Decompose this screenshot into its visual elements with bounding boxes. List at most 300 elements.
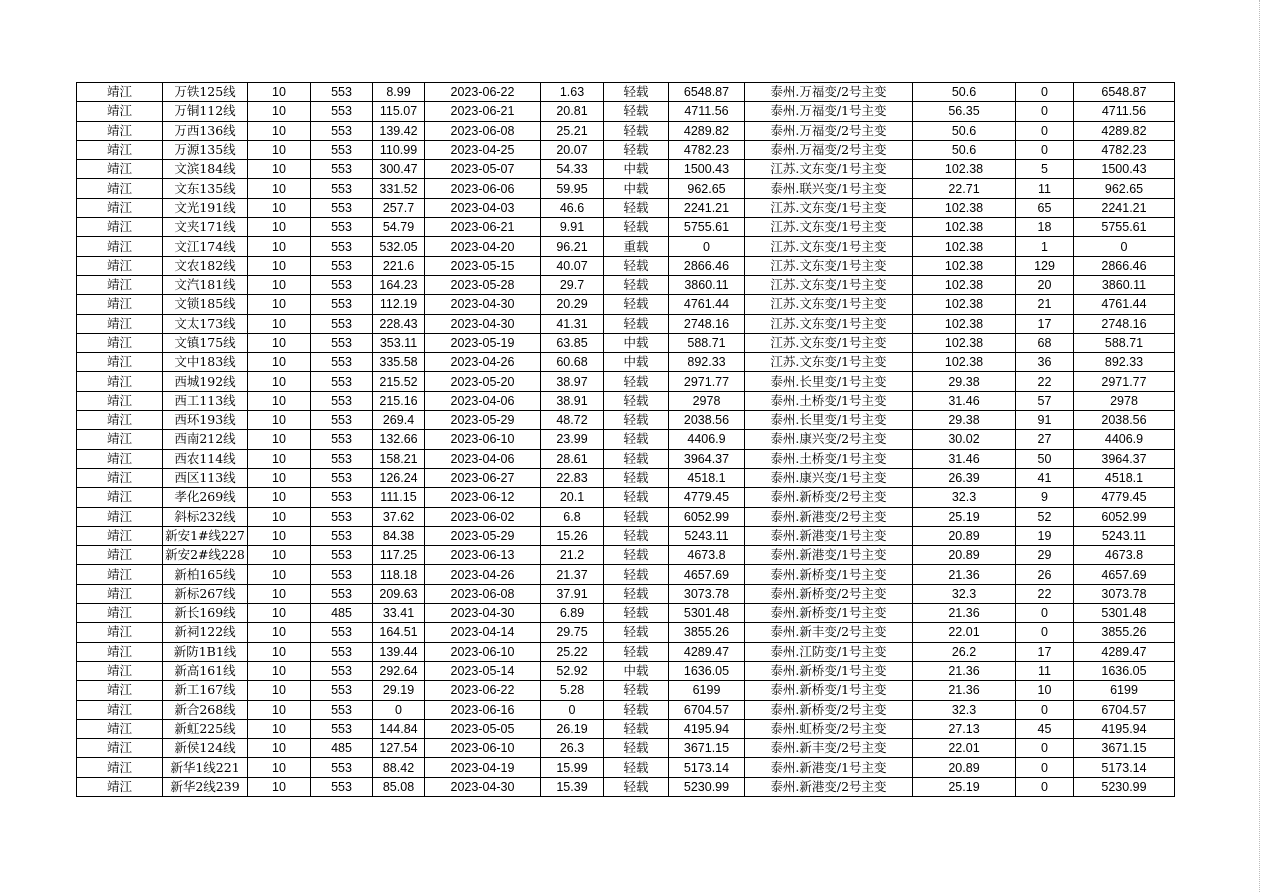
cell-rated-current: 553	[311, 333, 373, 352]
cell-load-status: 轻载	[604, 391, 669, 410]
cell-available-capacity: 3671.15	[669, 739, 745, 758]
cell-transformer-load: 56.35	[913, 102, 1016, 121]
cell-user-count: 36	[1016, 353, 1074, 372]
cell-user-count: 0	[1016, 758, 1074, 777]
cell-voltage-kv: 10	[248, 488, 311, 507]
cell-rated-current: 553	[311, 546, 373, 565]
cell-line-name: 新侯124线	[163, 739, 248, 758]
cell-remaining-capacity: 4673.8	[1074, 546, 1175, 565]
cell-substation-transformer: 泰州.新桥变/2号主变	[745, 488, 913, 507]
cell-remaining-capacity: 4289.82	[1074, 121, 1175, 140]
cell-available-capacity: 1500.43	[669, 160, 745, 179]
cell-transformer-load: 20.89	[913, 546, 1016, 565]
cell-line-name: 文江174线	[163, 237, 248, 256]
cell-region: 靖江	[77, 295, 163, 314]
cell-rated-current: 553	[311, 681, 373, 700]
cell-voltage-kv: 10	[248, 546, 311, 565]
cell-load-status: 轻载	[604, 102, 669, 121]
cell-rated-current: 553	[311, 237, 373, 256]
cell-load-status: 轻载	[604, 681, 669, 700]
cell-rated-current: 553	[311, 256, 373, 275]
cell-load-status: 轻载	[604, 411, 669, 430]
cell-user-count: 9	[1016, 488, 1074, 507]
cell-load-rate: 22.83	[541, 468, 604, 487]
cell-line-name: 西工113线	[163, 391, 248, 410]
cell-user-count: 68	[1016, 333, 1074, 352]
cell-available-capacity: 4518.1	[669, 468, 745, 487]
cell-transformer-load: 27.13	[913, 719, 1016, 738]
cell-voltage-kv: 10	[248, 661, 311, 680]
table-row	[77, 449, 1175, 468]
cell-user-count: 29	[1016, 546, 1074, 565]
cell-rated-current: 553	[311, 295, 373, 314]
cell-date: 2023-05-05	[425, 719, 541, 738]
cell-transformer-load: 102.38	[913, 314, 1016, 333]
cell-region: 靖江	[77, 468, 163, 487]
cell-max-current: 335.58	[373, 353, 425, 372]
cell-rated-current: 553	[311, 565, 373, 584]
cell-voltage-kv: 10	[248, 411, 311, 430]
cell-voltage-kv: 10	[248, 140, 311, 159]
cell-available-capacity: 2241.21	[669, 198, 745, 217]
cell-date: 2023-06-21	[425, 218, 541, 237]
cell-transformer-load: 21.36	[913, 661, 1016, 680]
table-row	[77, 546, 1175, 565]
cell-voltage-kv: 10	[248, 256, 311, 275]
cell-remaining-capacity: 4782.23	[1074, 140, 1175, 159]
cell-substation-transformer: 泰州.新桥变/1号主变	[745, 604, 913, 623]
cell-transformer-load: 26.39	[913, 468, 1016, 487]
cell-region: 靖江	[77, 526, 163, 545]
cell-rated-current: 553	[311, 102, 373, 121]
cell-voltage-kv: 10	[248, 642, 311, 661]
cell-voltage-kv: 10	[248, 507, 311, 526]
cell-voltage-kv: 10	[248, 295, 311, 314]
cell-load-status: 中载	[604, 333, 669, 352]
cell-rated-current: 553	[311, 719, 373, 738]
cell-transformer-load: 29.38	[913, 411, 1016, 430]
cell-load-rate: 29.7	[541, 275, 604, 294]
cell-region: 靖江	[77, 488, 163, 507]
cell-available-capacity: 4711.56	[669, 102, 745, 121]
cell-substation-transformer: 泰州.新桥变/1号主变	[745, 661, 913, 680]
cell-date: 2023-04-30	[425, 314, 541, 333]
cell-load-status: 轻载	[604, 83, 669, 102]
cell-load-rate: 21.37	[541, 565, 604, 584]
cell-substation-transformer: 泰州.新港变/2号主变	[745, 777, 913, 796]
cell-load-rate: 0	[541, 700, 604, 719]
cell-user-count: 45	[1016, 719, 1074, 738]
cell-date: 2023-06-08	[425, 584, 541, 603]
cell-line-name: 新标267线	[163, 584, 248, 603]
cell-load-status: 轻载	[604, 604, 669, 623]
cell-line-name: 西环193线	[163, 411, 248, 430]
cell-load-rate: 25.22	[541, 642, 604, 661]
cell-substation-transformer: 泰州.江防变/1号主变	[745, 642, 913, 661]
cell-user-count: 19	[1016, 526, 1074, 545]
cell-substation-transformer: 江苏.文东变/1号主变	[745, 333, 913, 352]
table-row	[77, 372, 1175, 391]
cell-available-capacity: 588.71	[669, 333, 745, 352]
cell-available-capacity: 4195.94	[669, 719, 745, 738]
cell-voltage-kv: 10	[248, 314, 311, 333]
cell-voltage-kv: 10	[248, 102, 311, 121]
cell-load-status: 轻载	[604, 488, 669, 507]
cell-rated-current: 553	[311, 526, 373, 545]
cell-rated-current: 553	[311, 777, 373, 796]
cell-load-status: 轻载	[604, 565, 669, 584]
cell-load-rate: 15.39	[541, 777, 604, 796]
cell-max-current: 33.41	[373, 604, 425, 623]
table-row	[77, 507, 1175, 526]
cell-line-name: 新虹225线	[163, 719, 248, 738]
cell-transformer-load: 22.71	[913, 179, 1016, 198]
cell-load-rate: 1.63	[541, 83, 604, 102]
cell-substation-transformer: 泰州.土桥变/1号主变	[745, 449, 913, 468]
cell-remaining-capacity: 5755.61	[1074, 218, 1175, 237]
cell-load-status: 轻载	[604, 121, 669, 140]
cell-transformer-load: 32.3	[913, 700, 1016, 719]
cell-load-rate: 26.3	[541, 739, 604, 758]
cell-load-rate: 38.91	[541, 391, 604, 410]
cell-max-current: 29.19	[373, 681, 425, 700]
table-row	[77, 237, 1175, 256]
cell-substation-transformer: 江苏.文东变/1号主变	[745, 160, 913, 179]
cell-substation-transformer: 泰州.康兴变/2号主变	[745, 430, 913, 449]
cell-load-status: 中载	[604, 353, 669, 372]
cell-date: 2023-05-28	[425, 275, 541, 294]
cell-load-status: 轻载	[604, 758, 669, 777]
cell-date: 2023-06-10	[425, 430, 541, 449]
cell-load-status: 轻载	[604, 275, 669, 294]
table-row	[77, 314, 1175, 333]
cell-voltage-kv: 10	[248, 739, 311, 758]
cell-date: 2023-05-20	[425, 372, 541, 391]
cell-available-capacity: 3964.37	[669, 449, 745, 468]
cell-region: 靖江	[77, 546, 163, 565]
cell-line-name: 新华2线239	[163, 777, 248, 796]
cell-remaining-capacity: 6548.87	[1074, 83, 1175, 102]
cell-region: 靖江	[77, 777, 163, 796]
cell-remaining-capacity: 4657.69	[1074, 565, 1175, 584]
cell-date: 2023-04-03	[425, 198, 541, 217]
cell-max-current: 126.24	[373, 468, 425, 487]
cell-line-name: 西城192线	[163, 372, 248, 391]
cell-load-rate: 6.89	[541, 604, 604, 623]
cell-line-name: 西区113线	[163, 468, 248, 487]
cell-line-name: 万西136线	[163, 121, 248, 140]
cell-line-name: 文农182线	[163, 256, 248, 275]
cell-load-status: 轻载	[604, 507, 669, 526]
cell-region: 靖江	[77, 391, 163, 410]
cell-max-current: 110.99	[373, 140, 425, 159]
cell-substation-transformer: 江苏.文东变/1号主变	[745, 353, 913, 372]
cell-voltage-kv: 10	[248, 449, 311, 468]
cell-line-name: 孝化269线	[163, 488, 248, 507]
cell-region: 靖江	[77, 121, 163, 140]
cell-rated-current: 553	[311, 430, 373, 449]
cell-transformer-load: 102.38	[913, 333, 1016, 352]
cell-substation-transformer: 泰州.万福变/2号主变	[745, 140, 913, 159]
cell-user-count: 0	[1016, 739, 1074, 758]
cell-remaining-capacity: 0	[1074, 237, 1175, 256]
cell-rated-current: 553	[311, 275, 373, 294]
cell-available-capacity: 5230.99	[669, 777, 745, 796]
cell-substation-transformer: 泰州.新桥变/1号主变	[745, 565, 913, 584]
cell-remaining-capacity: 4289.47	[1074, 642, 1175, 661]
cell-line-name: 文滨184线	[163, 160, 248, 179]
cell-line-name: 新防1B1线	[163, 642, 248, 661]
cell-region: 靖江	[77, 372, 163, 391]
cell-voltage-kv: 10	[248, 430, 311, 449]
cell-load-status: 中载	[604, 179, 669, 198]
cell-max-current: 0	[373, 700, 425, 719]
cell-substation-transformer: 泰州.新港变/1号主变	[745, 526, 913, 545]
cell-load-status: 轻载	[604, 372, 669, 391]
cell-line-name: 万源135线	[163, 140, 248, 159]
cell-date: 2023-06-10	[425, 642, 541, 661]
cell-load-rate: 41.31	[541, 314, 604, 333]
cell-line-name: 西南212线	[163, 430, 248, 449]
cell-user-count: 17	[1016, 314, 1074, 333]
cell-voltage-kv: 10	[248, 237, 311, 256]
cell-line-name: 新安1#线227	[163, 526, 248, 545]
cell-load-status: 轻载	[604, 739, 669, 758]
cell-substation-transformer: 泰州.联兴变/1号主变	[745, 179, 913, 198]
cell-date: 2023-06-12	[425, 488, 541, 507]
cell-rated-current: 485	[311, 604, 373, 623]
cell-load-status: 轻载	[604, 198, 669, 217]
cell-date: 2023-04-30	[425, 295, 541, 314]
table-row	[77, 565, 1175, 584]
cell-voltage-kv: 10	[248, 623, 311, 642]
cell-load-status: 轻载	[604, 295, 669, 314]
cell-available-capacity: 2971.77	[669, 372, 745, 391]
table-row	[77, 604, 1175, 623]
cell-substation-transformer: 泰州.新丰变/2号主变	[745, 623, 913, 642]
cell-line-name: 新祠122线	[163, 623, 248, 642]
cell-available-capacity: 6548.87	[669, 83, 745, 102]
cell-transformer-load: 32.3	[913, 584, 1016, 603]
cell-substation-transformer: 江苏.文东变/1号主变	[745, 198, 913, 217]
cell-region: 靖江	[77, 449, 163, 468]
cell-date: 2023-05-29	[425, 411, 541, 430]
cell-max-current: 257.7	[373, 198, 425, 217]
cell-rated-current: 553	[311, 642, 373, 661]
cell-remaining-capacity: 2038.56	[1074, 411, 1175, 430]
cell-transformer-load: 102.38	[913, 295, 1016, 314]
table-row	[77, 623, 1175, 642]
cell-voltage-kv: 10	[248, 218, 311, 237]
cell-load-rate: 20.1	[541, 488, 604, 507]
cell-transformer-load: 25.19	[913, 507, 1016, 526]
cell-transformer-load: 21.36	[913, 604, 1016, 623]
cell-user-count: 5	[1016, 160, 1074, 179]
cell-max-current: 221.6	[373, 256, 425, 275]
cell-load-rate: 60.68	[541, 353, 604, 372]
cell-load-rate: 52.92	[541, 661, 604, 680]
cell-max-current: 132.66	[373, 430, 425, 449]
cell-voltage-kv: 10	[248, 700, 311, 719]
cell-transformer-load: 21.36	[913, 681, 1016, 700]
cell-max-current: 532.05	[373, 237, 425, 256]
cell-transformer-load: 102.38	[913, 160, 1016, 179]
cell-substation-transformer: 泰州.土桥变/1号主变	[745, 391, 913, 410]
cell-available-capacity: 3073.78	[669, 584, 745, 603]
cell-load-rate: 37.91	[541, 584, 604, 603]
cell-available-capacity: 4782.23	[669, 140, 745, 159]
table-row	[77, 758, 1175, 777]
cell-load-rate: 20.29	[541, 295, 604, 314]
cell-user-count: 41	[1016, 468, 1074, 487]
cell-voltage-kv: 10	[248, 526, 311, 545]
cell-rated-current: 553	[311, 218, 373, 237]
table-row	[77, 295, 1175, 314]
cell-substation-transformer: 泰州.万福变/2号主变	[745, 83, 913, 102]
cell-available-capacity: 2978	[669, 391, 745, 410]
cell-available-capacity: 3855.26	[669, 623, 745, 642]
cell-date: 2023-04-25	[425, 140, 541, 159]
cell-max-current: 54.79	[373, 218, 425, 237]
cell-rated-current: 553	[311, 314, 373, 333]
cell-rated-current: 553	[311, 449, 373, 468]
cell-remaining-capacity: 4779.45	[1074, 488, 1175, 507]
cell-line-name: 斜标232线	[163, 507, 248, 526]
cell-voltage-kv: 10	[248, 681, 311, 700]
cell-load-rate: 6.8	[541, 507, 604, 526]
cell-rated-current: 553	[311, 488, 373, 507]
cell-region: 靖江	[77, 218, 163, 237]
cell-transformer-load: 50.6	[913, 83, 1016, 102]
cell-region: 靖江	[77, 430, 163, 449]
cell-max-current: 139.42	[373, 121, 425, 140]
cell-user-count: 20	[1016, 275, 1074, 294]
cell-user-count: 11	[1016, 179, 1074, 198]
cell-user-count: 10	[1016, 681, 1074, 700]
table-row	[77, 719, 1175, 738]
cell-date: 2023-04-20	[425, 237, 541, 256]
cell-region: 靖江	[77, 565, 163, 584]
cell-transformer-load: 26.2	[913, 642, 1016, 661]
cell-line-name: 文中183线	[163, 353, 248, 372]
cell-voltage-kv: 10	[248, 275, 311, 294]
table-row	[77, 256, 1175, 275]
cell-max-current: 85.08	[373, 777, 425, 796]
cell-substation-transformer: 泰州.万福变/1号主变	[745, 102, 913, 121]
cell-remaining-capacity: 5230.99	[1074, 777, 1175, 796]
cell-rated-current: 553	[311, 391, 373, 410]
cell-max-current: 144.84	[373, 719, 425, 738]
cell-user-count: 91	[1016, 411, 1074, 430]
cell-region: 靖江	[77, 275, 163, 294]
cell-voltage-kv: 10	[248, 121, 311, 140]
cell-max-current: 127.54	[373, 739, 425, 758]
cell-rated-current: 553	[311, 83, 373, 102]
cell-load-rate: 28.61	[541, 449, 604, 468]
cell-substation-transformer: 江苏.文东变/1号主变	[745, 314, 913, 333]
cell-line-name: 文夹171线	[163, 218, 248, 237]
cell-available-capacity: 4673.8	[669, 546, 745, 565]
cell-region: 靖江	[77, 102, 163, 121]
cell-region: 靖江	[77, 411, 163, 430]
cell-date: 2023-06-13	[425, 546, 541, 565]
table-row	[77, 488, 1175, 507]
cell-substation-transformer: 泰州.新桥变/2号主变	[745, 584, 913, 603]
cell-load-status: 轻载	[604, 140, 669, 159]
cell-load-status: 轻载	[604, 719, 669, 738]
cell-load-rate: 5.28	[541, 681, 604, 700]
cell-load-status: 轻载	[604, 526, 669, 545]
cell-user-count: 0	[1016, 102, 1074, 121]
cell-user-count: 0	[1016, 700, 1074, 719]
cell-remaining-capacity: 4761.44	[1074, 295, 1175, 314]
cell-region: 靖江	[77, 256, 163, 275]
cell-date: 2023-04-19	[425, 758, 541, 777]
cell-rated-current: 553	[311, 411, 373, 430]
cell-transformer-load: 102.38	[913, 353, 1016, 372]
cell-load-rate: 63.85	[541, 333, 604, 352]
cell-max-current: 84.38	[373, 526, 425, 545]
cell-user-count: 0	[1016, 121, 1074, 140]
cell-date: 2023-04-30	[425, 604, 541, 623]
table-row	[77, 411, 1175, 430]
cell-remaining-capacity: 2748.16	[1074, 314, 1175, 333]
cell-date: 2023-06-22	[425, 681, 541, 700]
cell-line-name: 新华1线221	[163, 758, 248, 777]
cell-date: 2023-05-14	[425, 661, 541, 680]
cell-date: 2023-04-06	[425, 449, 541, 468]
cell-remaining-capacity: 3860.11	[1074, 275, 1175, 294]
cell-load-rate: 15.99	[541, 758, 604, 777]
cell-line-name: 文东135线	[163, 179, 248, 198]
table-row	[77, 160, 1175, 179]
cell-user-count: 21	[1016, 295, 1074, 314]
cell-date: 2023-04-26	[425, 565, 541, 584]
cell-remaining-capacity: 2866.46	[1074, 256, 1175, 275]
cell-date: 2023-06-22	[425, 83, 541, 102]
page-boundary	[1259, 0, 1260, 892]
cell-user-count: 50	[1016, 449, 1074, 468]
cell-max-current: 111.15	[373, 488, 425, 507]
cell-load-status: 轻载	[604, 584, 669, 603]
cell-load-rate: 26.19	[541, 719, 604, 738]
cell-transformer-load: 102.38	[913, 237, 1016, 256]
cell-line-name: 西农114线	[163, 449, 248, 468]
table-body	[77, 83, 1175, 797]
cell-load-rate: 54.33	[541, 160, 604, 179]
cell-date: 2023-06-02	[425, 507, 541, 526]
data-table	[76, 82, 1175, 797]
cell-available-capacity: 6704.57	[669, 700, 745, 719]
cell-date: 2023-05-07	[425, 160, 541, 179]
cell-user-count: 52	[1016, 507, 1074, 526]
table-row	[77, 275, 1175, 294]
table-row	[77, 661, 1175, 680]
cell-remaining-capacity: 962.65	[1074, 179, 1175, 198]
cell-line-name: 新安2#线228	[163, 546, 248, 565]
cell-line-name: 新长169线	[163, 604, 248, 623]
cell-user-count: 57	[1016, 391, 1074, 410]
cell-transformer-load: 30.02	[913, 430, 1016, 449]
table-row	[77, 526, 1175, 545]
cell-load-status: 轻载	[604, 468, 669, 487]
cell-load-status: 轻载	[604, 700, 669, 719]
cell-region: 靖江	[77, 604, 163, 623]
table-row	[77, 83, 1175, 102]
cell-voltage-kv: 10	[248, 353, 311, 372]
cell-region: 靖江	[77, 333, 163, 352]
table-row	[77, 681, 1175, 700]
